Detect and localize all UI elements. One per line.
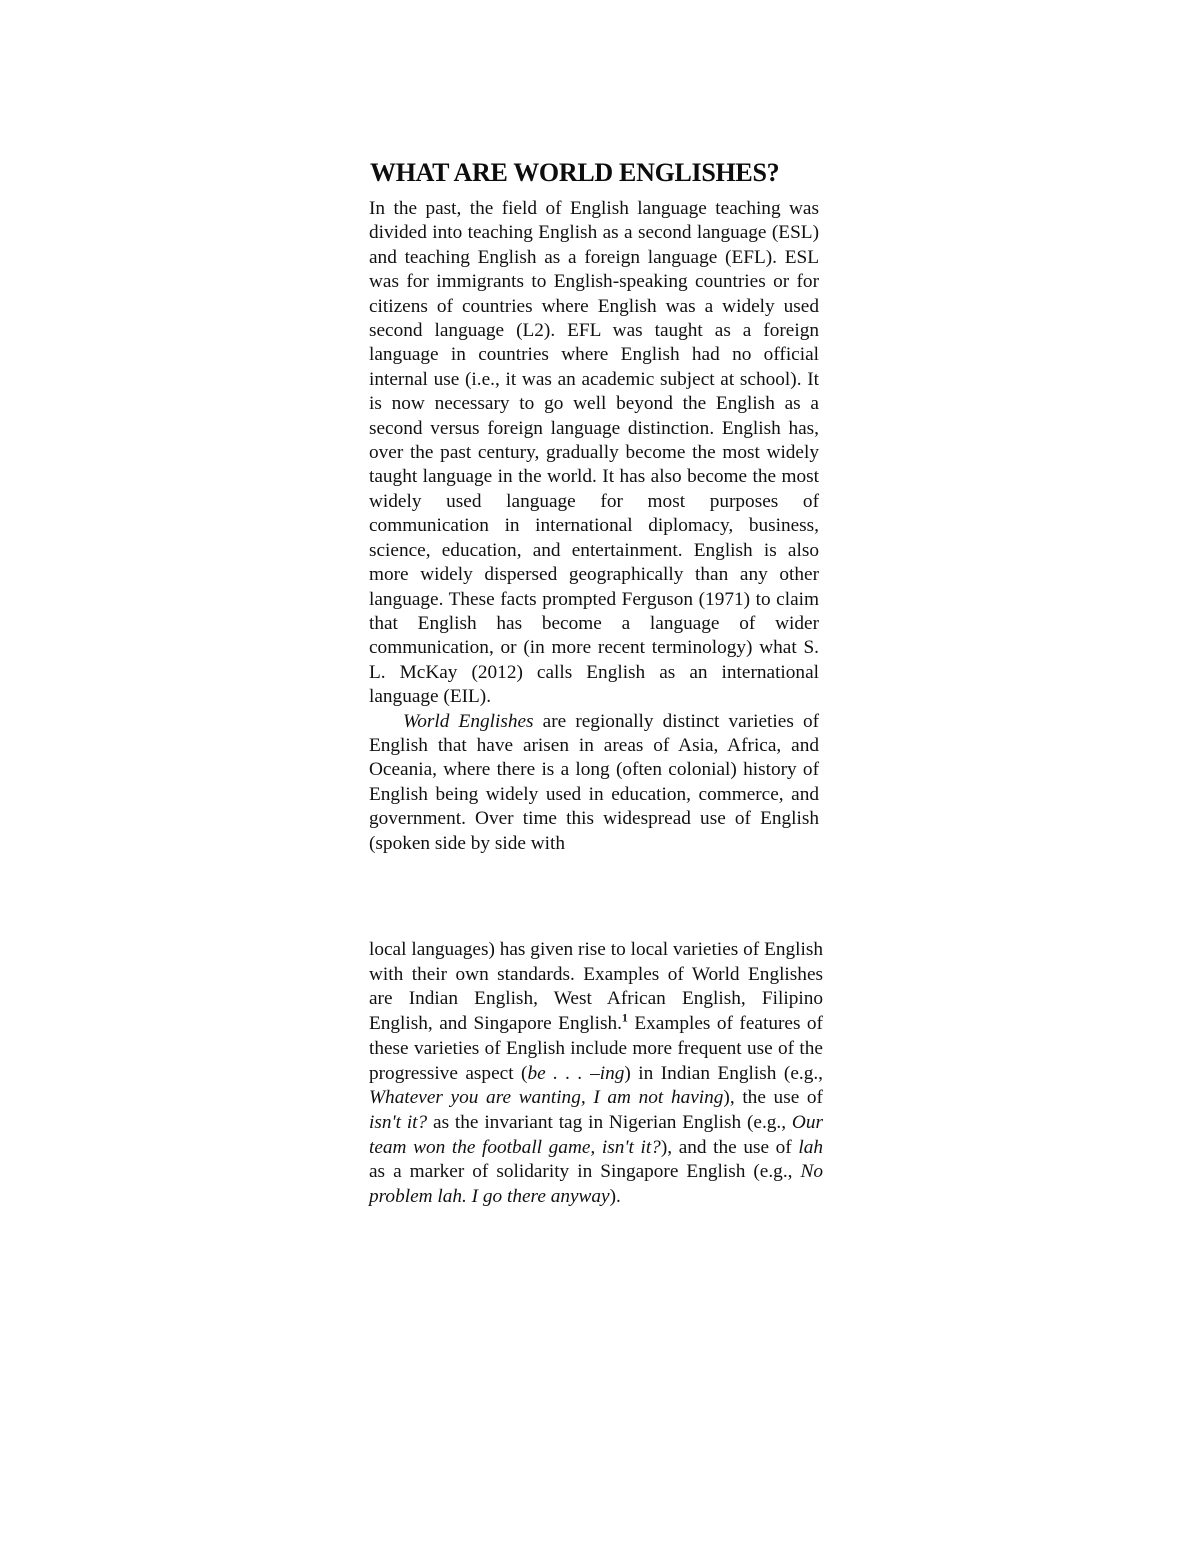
paragraph-3-part-3: ) in Indian English (e.g., [624,1062,823,1084]
example-invariant-tag: isn't it? [369,1111,428,1133]
paragraph-3-part-7: as a marker of solidarity in Singapore English (e.g., [369,1161,801,1183]
paragraph-3-part-6: ), and the use of [660,1136,799,1158]
footnote-marker: 1 [621,1010,628,1025]
paragraph-3-part-5: as the invariant tag in Nigerian English (e.g., [427,1111,792,1133]
paragraph-2 [369,710,819,856]
example-lah: lah [798,1136,823,1158]
section-heading: WHAT ARE WORLD ENGLISHES? [370,158,780,187]
example-singapore-english: No problem lah. I go there anyway [369,1161,823,1208]
example-progressive-aspect: be . . . –ing [527,1062,625,1084]
paragraph-3-part-8: ). [609,1186,621,1208]
example-nigerian-english: Our team won the football game, isn't it? [369,1111,823,1158]
paragraph-2-term: World Englishes [403,710,534,732]
paragraph-3 [369,938,823,1210]
text-block-top [369,197,819,856]
paragraph-2-text: are regionally distinct varieties of English that have arisen in areas of Asia, Africa, and Oceania, where there is a long (often colonial) history of English being widely used in education, commerce, and government. Over time this widespread use of English (spoken side by side with [369,710,820,854]
text-block-bottom [369,938,823,1210]
example-indian-english: Whatever you are wanting, I am not having [369,1087,724,1109]
paragraph-1: In the past, the field of English language teaching was divided into teaching English as a second language (ESL) and teaching English as a foreign language (EFL). ESL was for immigrants to English-speaking countries or for citizens of countries where English was a widely used second language (L2). EFL was taught as a foreign language in countries where English had no official internal use (i.e., it was an academic subject at school). It is now necessary to go well beyond the English as a second versus foreign language distinction. English has, over the past century, gradually become the most widely taught language in the world. It has also become the most widely used language for most purposes of communication in international diplomacy, business, science, education, and entertainment. English is also more widely dispersed geographically than any other language. These facts prompted Ferguson (1971) to claim that English has become a language of wider communication, or (in more recent terminology) what S. L. McKay (2012) calls English as an international language (EIL). [369,198,819,708]
paragraph-3-part-2: Examples of features of these varieties of English include more frequent use of the progressive aspect ( [369,1013,823,1084]
paragraph-3-part-1: local languages) has given rise to local varieties of English with their own standards. Examples of World Englishes are Indian English, West African English, Filipino English, and Singapore English. [369,939,823,1035]
paragraph-3-part-4: ), the use of [723,1087,823,1109]
